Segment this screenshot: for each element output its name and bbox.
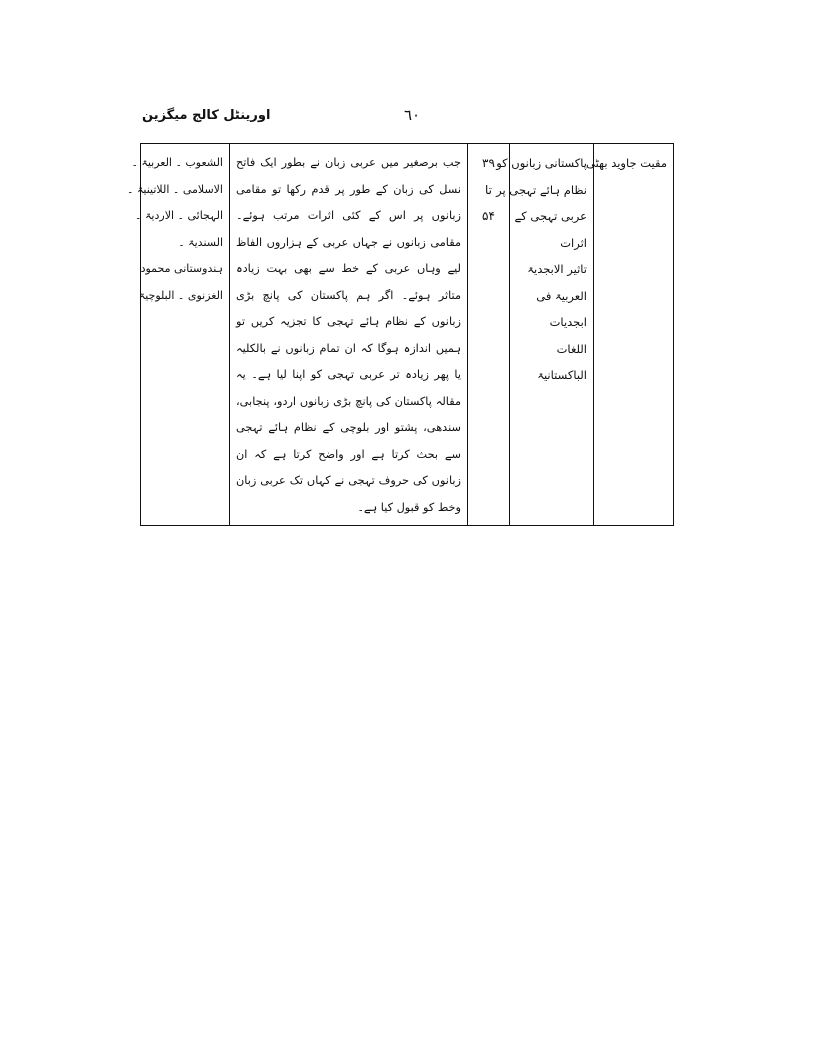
title-line: العربیۃ فی (536, 288, 587, 303)
keyword-line: الہجائی ۔ الاردیۃ ۔ (135, 209, 223, 222)
abstract-cell (230, 144, 468, 526)
keywords-cell (127, 144, 230, 526)
bibliography-table (127, 143, 674, 526)
table-row (141, 144, 674, 526)
abstract-text: جب برصغیر میں عربی زبان نے بطور ایک فاتح نسل کی زبان کے طور پر قدم رکھا تو مقامی زبانوں پر اس کے کئی اثرات مرتب ہوئے۔ مقامی زبانوں نے جہاں عربی کے ہزاروں الفاظ لیے وہاں عربی کے خط سے بھی بہت زیادہ متاثر ہوئے۔ اگر ہم پاکستان کی پانچ بڑی زبانوں کے نظام ہائے تہجی کا تجزیہ کریں تو ہمیں اندازہ ہوگا کہ ان تمام زبانوں نے بالکلیہ یا پھر زیادہ تر عربی تہجی کو اپنا لیا ہے۔ یہ مقالہ پاکستان کی پانچ بڑی زبانوں اردو، پنجابی، سندھی، پشتو اور بلوچی کے نظام ہائے تہجی سے بحث کرتا ہے اور واضح کرتا ہے کہ ان زبانوں کی حروف تہجی نے کہاں تک عربی زبان وخط کو قبول کیا ہے۔ (236, 156, 461, 514)
title-cell (496, 144, 594, 526)
journal-name: اورینٹل کالج میگزین (142, 108, 271, 123)
title-line: اللغات (556, 341, 587, 356)
author-name: مقیت جاوید بھٹی (585, 156, 667, 170)
title-line: الباکستانیۃ (537, 368, 587, 382)
title-line: تاثیر الابجدیۃ (527, 262, 587, 276)
page-start: ۳۹ (482, 156, 495, 170)
keyword-line: الشعوب ۔ العربیۃ ۔ (131, 156, 223, 169)
keyword-line: السندیۃ ۔ (178, 235, 223, 249)
keyword-line: الغزنوی ۔ البلوچیۃ (138, 288, 223, 302)
page-end: ۵۴ (482, 209, 495, 223)
keyword-line: الاسلامی ۔ اللاتینیۃ ۔ (127, 182, 223, 196)
title-line: نظام ہائے تہجی پر (496, 182, 587, 197)
title-line: اثرات (560, 235, 587, 250)
keyword-line: ہندوستانی محمود (140, 262, 223, 275)
author-cell (585, 144, 674, 526)
page-range-word: تا (485, 182, 492, 197)
page-header (142, 104, 674, 132)
page-number: ٦٠ (403, 106, 421, 124)
title-line: عربی تہجی کے (514, 209, 587, 223)
title-line: ابجدیات (549, 315, 587, 329)
title-line: پاکستانی زبانوں کو (496, 156, 587, 170)
